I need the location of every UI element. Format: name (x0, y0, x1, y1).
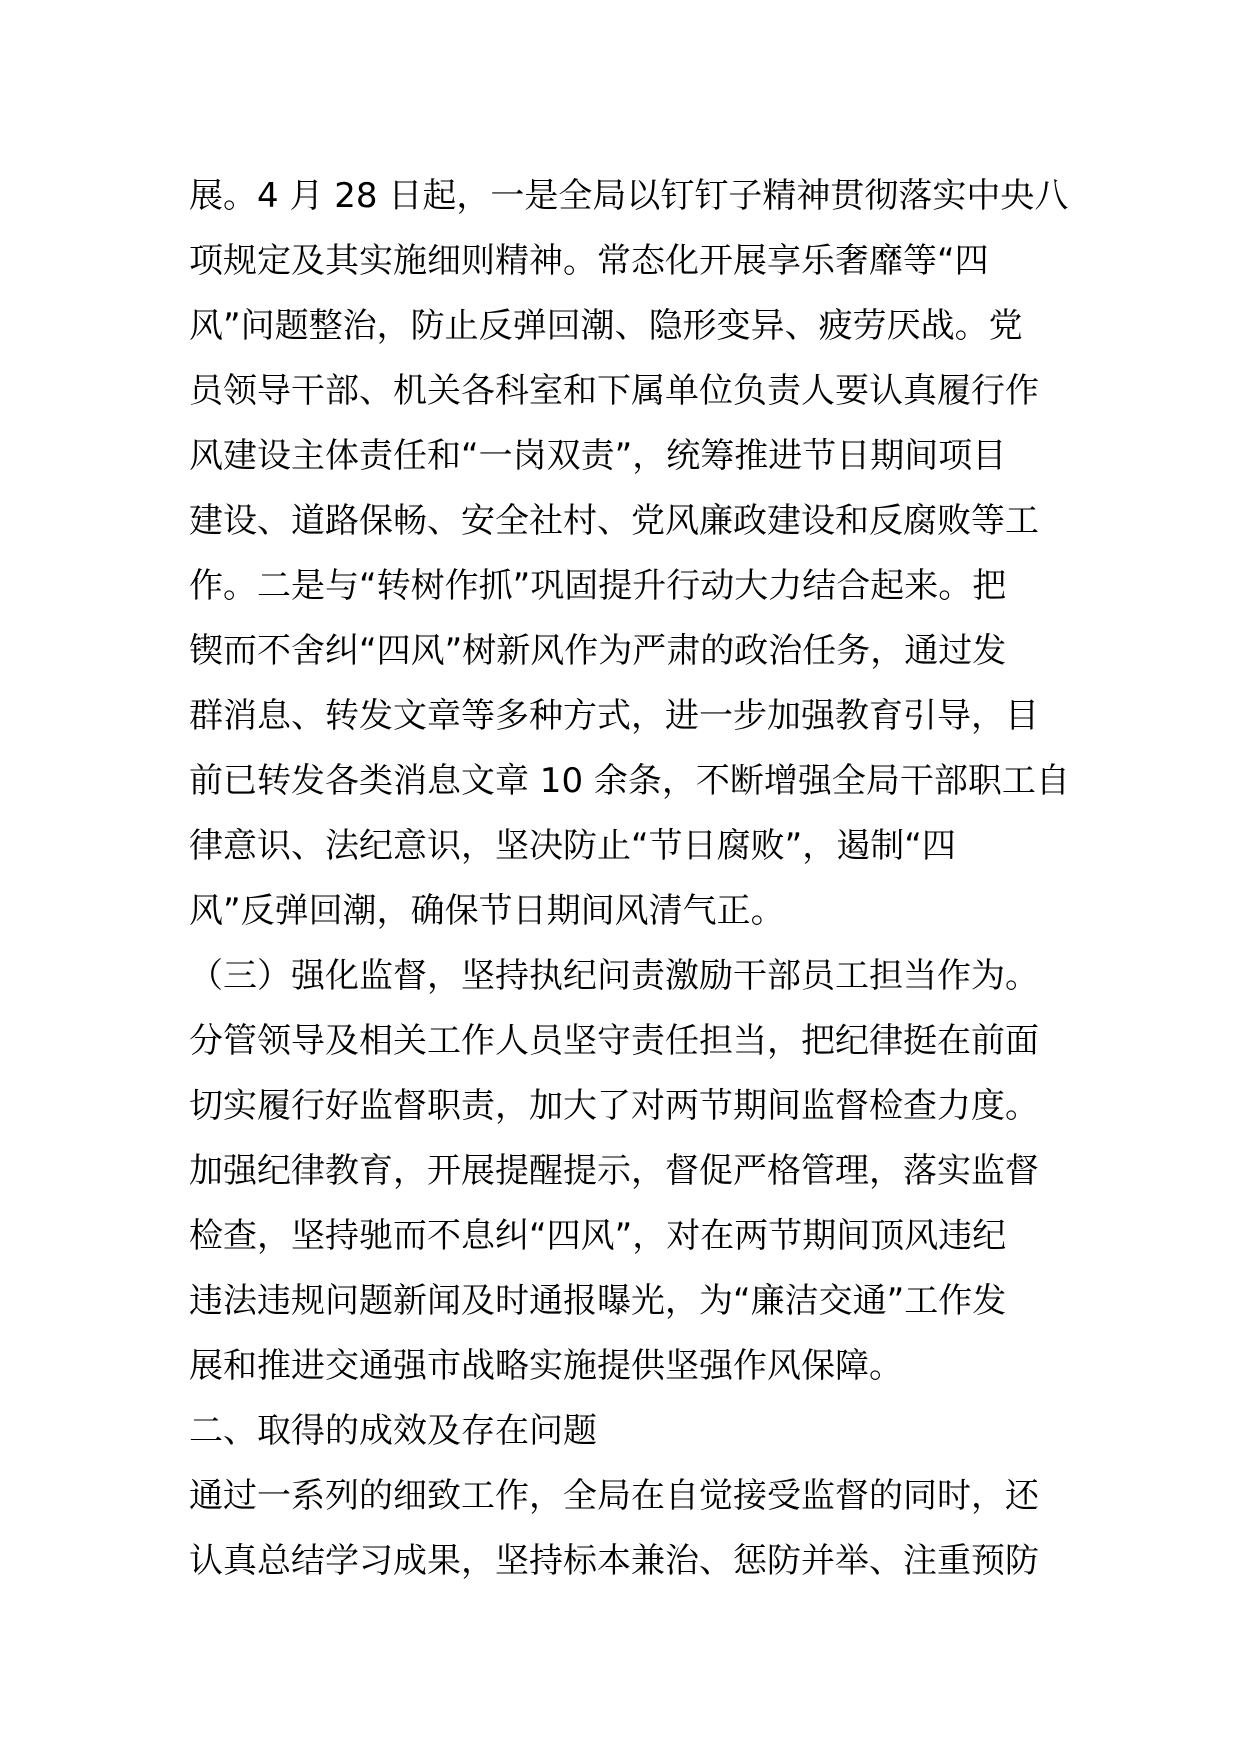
text-line: 风”问题整治，防止反弹回潮、隐形变异、疲劳厌战。党 (189, 306, 1023, 346)
text-line: 前已转发各类消息文章 10 余条，不断增强全局干部职工自 (189, 761, 1070, 801)
text-line: 风建设主体责任和“一岗双责”，统筹推进节日期间项目 (189, 436, 1007, 476)
text-line: 分管领导及相关工作人员坚守责任担当，把纪律挺在前面 (189, 1021, 1039, 1061)
text-line: 检查，坚持驰而不息纠“四风”，对在两节期间顶风违纪 (189, 1216, 1007, 1256)
text-line: 建设、道路保畅、安全社村、党风廉政建设和反腐败等工 (189, 501, 1039, 541)
text-line: 风”反弹回潮，确保节日期间风清气正。 (189, 891, 785, 931)
text-line: 加强纪律教育，开展提醒提示，督促严格管理，落实监督 (189, 1151, 1039, 1191)
text-line: 切实履行好监督职责，加大了对两节期间监督检查力度。 (189, 1086, 1039, 1126)
text-line: 展。4 月 28 日起，一是全局以钉钉子精神贯彻落实中央八 (189, 176, 1069, 216)
section-heading: 二、取得的成效及存在问题 (189, 1411, 597, 1451)
text-line: 违法违规问题新闻及时通报曝光，为“廉洁交通”工作发 (189, 1281, 1007, 1321)
text-line: 群消息、转发文章等多种方式，进一步加强教育引导，目 (189, 696, 1039, 736)
text-line: 项规定及其实施细则精神。常态化开展享乐奢靡等“四 (189, 241, 989, 281)
text-line: 展和推进交通强市战略实施提供坚强作风保障。 (189, 1346, 903, 1386)
text-line: 认真总结学习成果，坚持标本兼治、惩防并举、注重预防 (189, 1541, 1039, 1581)
text-line: 锲而不舍纠“四风”树新风作为严肃的政治任务，通过发 (189, 631, 1007, 671)
text-line: 作。二是与“转树作抓”巩固提升行动大力结合起来。把 (189, 566, 1007, 606)
section-heading-line: （三）强化监督，坚持执纪问责激励干部员工担当作为。 (189, 956, 1039, 996)
text-line: 通过一系列的细致工作，全局在自觉接受监督的同时，还 (189, 1476, 1039, 1516)
body-text (189, 164, 1069, 1594)
text-line: 员领导干部、机关各科室和下属单位负责人要认真履行作 (189, 371, 1039, 411)
text-line: 律意识、法纪意识，坚决防止“节日腐败”，遏制“四 (189, 826, 956, 866)
